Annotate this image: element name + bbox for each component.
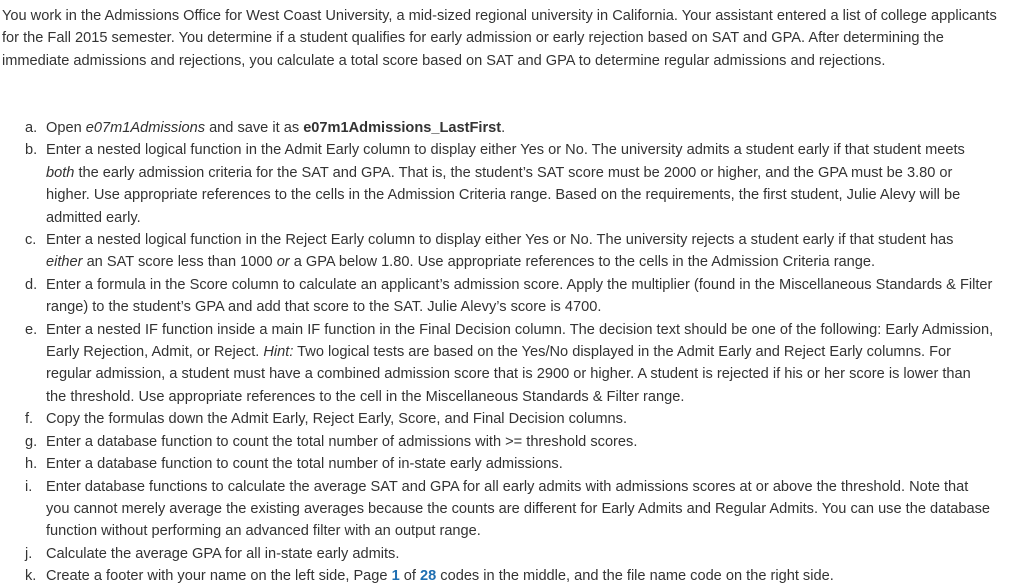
task-text-segment: codes in the middle, and the file name code on the right side. [436, 568, 834, 585]
emphasis-text: both [46, 164, 75, 181]
task-text-segment: and save it as [205, 120, 304, 136]
task-text-segment: of [399, 568, 420, 585]
task-letter: d. [25, 276, 38, 293]
task-letter: b. [25, 142, 38, 159]
task-text-segment: Enter database functions to calculate the average SAT and GPA for all early admits with admissions scores at or above the threshold. Note that you cannot merely average the existing averages because the counts are different for Early Admits and Regular Admits. You can use the database function without performing an advanced filter with an output range. [46, 478, 991, 540]
task-text [46, 434, 637, 450]
task-text-segment: Two logical tests are based on the Yes/No displayed in the Admit Early and Reject Early columns. For regular admission, a student must have a combined admission score that is 2900 or higher. A student is rejected if his or her score is lower than the threshold. Use appropriate references to the cell in the Miscellaneous Standards & Filter range. [46, 344, 971, 405]
task-letter: e. [25, 321, 38, 338]
task-text [46, 322, 993, 405]
task-letter: h. [25, 456, 38, 473]
task-text [46, 277, 992, 315]
task-text-segment: a GPA below 1.80. Use appropriate references to the cells in the Admission Criteria range. [289, 254, 876, 271]
task-text [46, 142, 965, 225]
emphasis-text: Hint: [263, 344, 294, 361]
task-item [0, 453, 994, 475]
task-letter: f. [25, 411, 34, 428]
task-text [46, 568, 834, 584]
task-text-segment: an SAT score less than 1000 [82, 254, 277, 271]
task-text-segment: Enter a nested logical function in the Reject Early column to display either Yes or No. The university rejects a student early if that student has [46, 232, 954, 249]
task-text [46, 546, 399, 562]
task-item [0, 543, 994, 565]
task-text [46, 456, 563, 472]
task-text-segment: Enter a formula in the Score column to calculate an applicant’s admission score. Apply the multiplier (found in the Miscellaneous Standards & Filter range) to the student’s GPA and add that score to the SAT. Julie Alevy’s score is 4700. [46, 276, 993, 316]
task-text-segment: Create a footer with your name on the left side, Page [46, 568, 392, 585]
filename-text: e07m1Admissions_LastFirst [303, 120, 502, 136]
task-item [0, 274, 994, 319]
emphasis-text: either [46, 254, 83, 271]
task-item [0, 319, 994, 409]
task-item [0, 431, 994, 453]
task-text-segment: Open [46, 120, 86, 136]
task-text-segment: Enter a nested logical function in the Admit Early column to display either Yes or No. The university admits a student early if that student meets [46, 142, 965, 159]
emphasis-text: e07m1Admissions [85, 120, 206, 136]
task-text-segment: Enter a nested IF function inside a main IF function in the Final Decision column. The decision text should be one of the following: Early Admission, Early Rejection, Admit, or Reject. [46, 321, 994, 361]
task-item [0, 117, 994, 139]
task-text-segment: Copy the formulas down the Admit Early, Reject Early, Score, and Final Decision columns. [46, 411, 628, 428]
intro-paragraph: You work in the Admissions Office for West Coast University, a mid-sized regional university in California. Your assistant entered a list of college applicants for the Fall 2015 semester. You determine if a student qualifies for early admission or early rejection based on SAT and GPA. After determining the immediate admissions and rejections, you calculate a total score based on SAT and GPA to determine regular admissions and rejections. [2, 8, 997, 69]
task-text-segment: the early admission criteria for the SAT and GPA. That is, the student’s SAT score must be 2000 or higher, and the GPA must be 3.80 or higher. Use appropriate references to the cells in the Admission Criteria range. Based on the requirements, the first student, Julie Alevy will be admitted early. [46, 164, 961, 226]
task-text [46, 411, 627, 427]
task-text [46, 120, 505, 136]
task-text-segment: Enter a database function to count the total number of admissions with >= threshold scores. [46, 433, 638, 450]
task-letter: k. [25, 568, 37, 585]
task-item [0, 408, 994, 430]
task-text-segment: Calculate the average GPA for all in-state early admits. [46, 545, 400, 562]
task-item [0, 139, 994, 229]
task-letter: i. [25, 478, 33, 495]
task-letter: c. [25, 232, 37, 249]
task-item [0, 229, 994, 274]
task-letter: j. [25, 545, 33, 562]
task-text-segment: . [501, 120, 506, 136]
task-letter: a. [25, 120, 38, 136]
page-number-code: 28 [420, 568, 437, 585]
page-number-code: 1 [391, 568, 400, 585]
task-item [0, 476, 994, 543]
task-letter: g. [25, 433, 38, 450]
task-list [0, 117, 1024, 585]
task-text [46, 232, 953, 270]
task-text [46, 479, 990, 540]
emphasis-text: or [276, 254, 290, 271]
task-item [0, 565, 994, 585]
task-text-segment: Enter a database function to count the total number of in-state early admissions. [46, 456, 563, 473]
